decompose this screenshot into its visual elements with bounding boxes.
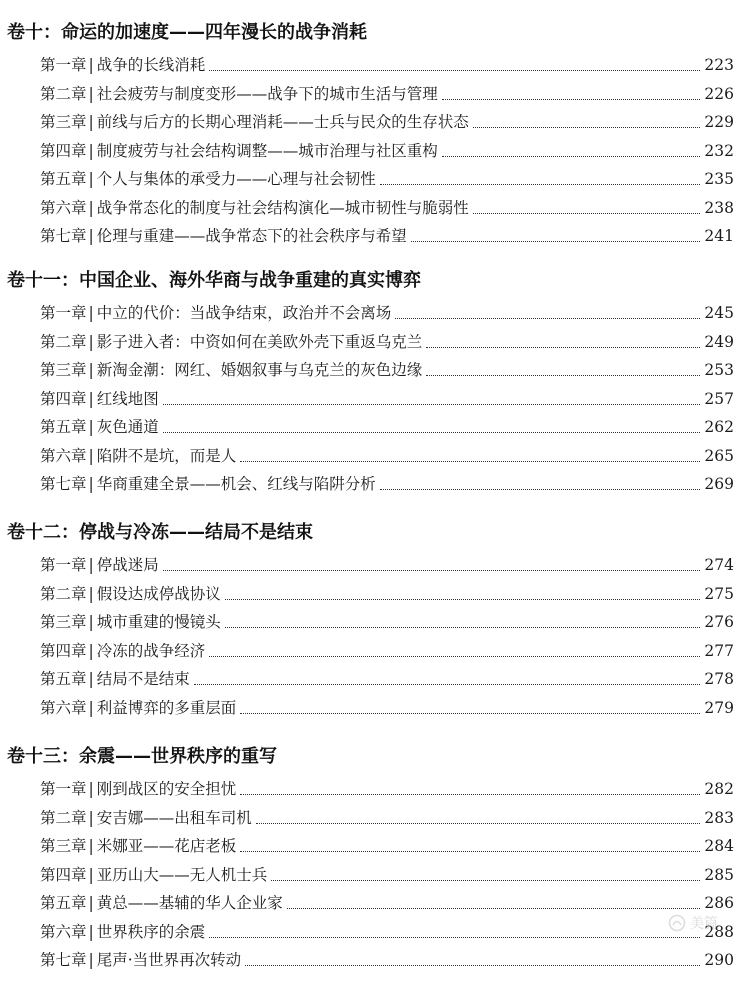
page-number: 290 — [704, 951, 734, 969]
page-number: 226 — [704, 84, 734, 103]
chapter-separator: | — [88, 894, 94, 912]
dot-leader — [209, 655, 700, 657]
dot-leader — [442, 98, 700, 100]
chapter-title: 冷冻的战争经济 — [96, 641, 206, 660]
dot-leader — [245, 964, 700, 966]
chapter-separator: | — [88, 332, 94, 351]
chapter-title: 世界秩序的余震 — [96, 922, 206, 941]
chapter-separator: | — [88, 198, 94, 217]
chapter-label: 第四章 — [40, 865, 87, 884]
dot-leader — [209, 936, 700, 938]
chapter-label: 第一章 — [40, 780, 87, 798]
toc-entry[interactable] — [40, 384, 734, 410]
dot-leader — [426, 346, 700, 348]
page-number: 232 — [704, 141, 734, 160]
page-number: 277 — [704, 641, 734, 660]
chapter-title: 战争的长线消耗 — [96, 56, 206, 74]
chapter-separator: | — [88, 113, 94, 131]
page-number: 245 — [704, 304, 734, 322]
toc-entry[interactable] — [40, 50, 734, 76]
toc-entry[interactable] — [40, 579, 734, 605]
chapter-title: 米娜亚——花店老板 — [96, 837, 237, 855]
toc-entry[interactable] — [40, 469, 734, 495]
chapter-label: 第六章 — [40, 198, 87, 217]
watermark — [668, 908, 740, 938]
dot-leader — [395, 317, 700, 319]
chapter-separator: | — [88, 556, 94, 574]
chapter-label: 第五章 — [40, 418, 87, 436]
chapter-title: 亚历山大——无人机士兵 — [96, 865, 268, 884]
chapter-label: 第三章 — [40, 113, 87, 131]
chapter-separator: | — [88, 670, 94, 688]
watermark-text: 美篇 — [690, 916, 718, 932]
chapter-label: 第五章 — [40, 670, 87, 688]
page-number: 286 — [704, 894, 734, 912]
dot-leader — [473, 126, 700, 128]
chapter-label: 第二章 — [40, 84, 87, 103]
dot-leader — [163, 403, 700, 405]
chapter-title: 结局不是结束 — [96, 670, 190, 688]
dot-leader — [411, 240, 700, 242]
dot-leader — [426, 374, 700, 376]
chapter-label: 第四章 — [40, 389, 87, 408]
dot-leader — [194, 683, 700, 685]
chapter-title: 中立的代价：当战争结束，政治并不会离场 — [96, 304, 392, 322]
toc-entry[interactable] — [40, 221, 734, 247]
volume-title: 卷十一：中国企业、海外华商与战争重建的真实博弈 — [7, 270, 421, 291]
toc-entry[interactable] — [40, 412, 734, 438]
page-number: 262 — [704, 418, 734, 436]
toc-entry[interactable] — [40, 355, 734, 381]
dot-leader — [225, 626, 700, 628]
page-number: 278 — [704, 670, 734, 688]
toc-entry[interactable] — [40, 803, 734, 829]
toc-entry[interactable] — [40, 664, 734, 690]
chapter-separator: | — [88, 418, 94, 436]
chapter-title: 战争常态化的制度与社会结构演化—城市韧性与脆弱性 — [96, 198, 469, 217]
page-number: 253 — [704, 361, 734, 379]
toc-entry[interactable] — [40, 774, 734, 800]
chapter-title: 刚到战区的安全担忧 — [96, 780, 237, 798]
chapter-label: 第二章 — [40, 332, 87, 351]
chapter-title: 假设达成停战协议 — [96, 584, 221, 603]
toc-entry[interactable] — [40, 298, 734, 324]
chapter-label: 第一章 — [40, 304, 87, 322]
chapter-label: 第五章 — [40, 894, 87, 912]
page-number: 241 — [704, 227, 734, 245]
toc-entry[interactable] — [40, 193, 734, 219]
page-number: 284 — [704, 837, 734, 855]
meipian-logo-icon — [668, 914, 686, 932]
chapter-separator: | — [88, 837, 94, 855]
chapter-label: 第三章 — [40, 837, 87, 855]
chapter-separator: | — [88, 475, 94, 493]
chapter-separator: | — [88, 227, 94, 245]
toc-entry[interactable] — [40, 945, 734, 971]
toc-entry[interactable] — [40, 917, 734, 943]
page-number: 257 — [704, 389, 734, 408]
dot-leader — [240, 712, 700, 714]
toc-entry[interactable] — [40, 888, 734, 914]
chapter-title: 陷阱不是坑，而是人 — [96, 446, 237, 465]
page-number: 282 — [704, 780, 734, 798]
dot-leader — [271, 879, 700, 881]
page-number: 279 — [704, 698, 734, 717]
toc-entry[interactable] — [40, 693, 734, 719]
dot-leader — [240, 850, 700, 852]
chapter-label: 第一章 — [40, 556, 87, 574]
page-number: 276 — [704, 613, 734, 631]
volume-title: 卷十二：停战与冷冻——结局不是结束 — [7, 522, 313, 543]
chapter-separator: | — [88, 304, 94, 322]
chapter-label: 第一章 — [40, 56, 87, 74]
page-number: 275 — [704, 584, 734, 603]
page-number: 249 — [704, 332, 734, 351]
dot-leader — [380, 488, 700, 490]
chapter-label: 第四章 — [40, 141, 87, 160]
chapter-separator: | — [88, 361, 94, 379]
chapter-label: 第三章 — [40, 361, 87, 379]
page-number: 223 — [704, 56, 734, 74]
dot-leader — [209, 69, 700, 71]
dot-leader — [256, 822, 700, 824]
page-number: 265 — [704, 446, 734, 465]
chapter-label: 第七章 — [40, 475, 87, 493]
chapter-label: 第六章 — [40, 922, 87, 941]
toc-entry[interactable] — [40, 327, 734, 353]
page-number: 283 — [704, 808, 734, 827]
chapter-label: 第二章 — [40, 808, 87, 827]
chapter-label: 第七章 — [40, 951, 87, 969]
chapter-separator: | — [88, 446, 94, 465]
dot-leader — [442, 155, 700, 157]
page-number: 235 — [704, 170, 734, 188]
chapter-label: 第二章 — [40, 584, 87, 603]
dot-leader — [240, 793, 700, 795]
chapter-separator: | — [88, 170, 94, 188]
chapter-title: 制度疲劳与社会结构调整——城市治理与社区重构 — [96, 141, 438, 160]
page-number: 285 — [704, 865, 734, 884]
page-number: 269 — [704, 475, 734, 493]
chapter-title: 安吉娜——出租车司机 — [96, 808, 252, 827]
chapter-title: 尾声·当世界再次转动 — [96, 951, 242, 969]
toc-entry[interactable] — [40, 441, 734, 467]
toc-entry[interactable] — [40, 107, 734, 133]
chapter-separator: | — [88, 922, 94, 941]
dot-leader — [473, 212, 700, 214]
chapter-separator: | — [88, 808, 94, 827]
chapter-title: 黄总——基辅的华人企业家 — [96, 894, 283, 912]
chapter-title: 社会疲劳与制度变形——战争下的城市生活与管理 — [96, 84, 438, 103]
chapter-separator: | — [88, 698, 94, 717]
chapter-label: 第五章 — [40, 170, 87, 188]
volume-title: 卷十：命运的加速度——四年漫长的战争消耗 — [7, 22, 367, 43]
chapter-separator: | — [88, 613, 94, 631]
toc-entry[interactable] — [40, 136, 734, 162]
chapter-title: 灰色通道 — [96, 418, 159, 436]
chapter-title: 个人与集体的承受力——心理与社会韧性 — [96, 170, 376, 188]
dot-leader — [287, 907, 700, 909]
chapter-title: 城市重建的慢镜头 — [96, 613, 221, 631]
chapter-label: 第七章 — [40, 227, 87, 245]
chapter-label: 第四章 — [40, 641, 87, 660]
chapter-separator: | — [88, 951, 94, 969]
toc-entry[interactable] — [40, 636, 734, 662]
chapter-title: 红线地图 — [96, 389, 159, 408]
chapter-label: 第六章 — [40, 446, 87, 465]
toc-entry[interactable] — [40, 831, 734, 857]
dot-leader — [225, 598, 700, 600]
volume-title: 卷十三：余震——世界秩序的重写 — [7, 746, 277, 767]
toc-entry[interactable] — [40, 550, 734, 576]
chapter-separator: | — [88, 141, 94, 160]
chapter-title: 伦理与重建——战争常态下的社会秩序与希望 — [96, 227, 407, 245]
toc-entry[interactable] — [40, 79, 734, 105]
chapter-title: 华商重建全景——机会、红线与陷阱分析 — [96, 475, 376, 493]
page-number: 274 — [704, 556, 734, 574]
chapter-label: 第三章 — [40, 613, 87, 631]
chapter-title: 利益博弈的多重层面 — [96, 698, 237, 717]
dot-leader — [163, 569, 700, 571]
chapter-separator: | — [88, 584, 94, 603]
page-number: 229 — [704, 113, 734, 131]
chapter-label: 第六章 — [40, 698, 87, 717]
toc-entry[interactable] — [40, 607, 734, 633]
toc-entry[interactable] — [40, 860, 734, 886]
chapter-separator: | — [88, 780, 94, 798]
chapter-separator: | — [88, 641, 94, 660]
chapter-separator: | — [88, 389, 94, 408]
chapter-title: 停战迷局 — [96, 556, 159, 574]
chapter-title: 新淘金潮：网红、婚姻叙事与乌克兰的灰色边缘 — [96, 361, 423, 379]
chapter-separator: | — [88, 865, 94, 884]
chapter-separator: | — [88, 56, 94, 74]
dot-leader — [163, 431, 700, 433]
chapter-separator: | — [88, 84, 94, 103]
chapter-title: 影子进入者：中资如何在美欧外壳下重返乌克兰 — [96, 332, 423, 351]
page-number: 288 — [704, 922, 734, 941]
toc-entry[interactable] — [40, 164, 734, 190]
dot-leader — [380, 183, 700, 185]
dot-leader — [240, 460, 700, 462]
chapter-title: 前线与后方的长期心理消耗——士兵与民众的生存状态 — [96, 113, 469, 131]
page-number: 238 — [704, 198, 734, 217]
